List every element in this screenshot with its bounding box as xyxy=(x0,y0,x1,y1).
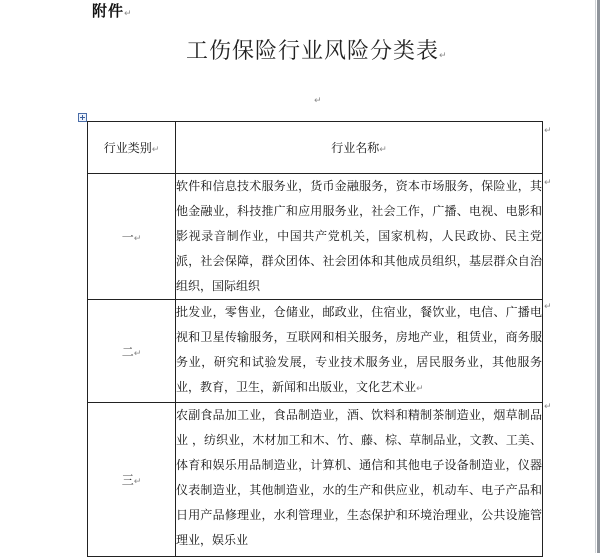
table-header-row xyxy=(88,122,543,174)
paragraph-mark: ↵ xyxy=(124,9,133,19)
row-end-mark: ↵ xyxy=(544,302,552,312)
table-row xyxy=(88,300,543,403)
paragraph-mark: ↵ xyxy=(133,348,142,359)
window-edge xyxy=(595,0,596,553)
paragraph-mark: ↵ xyxy=(439,51,448,61)
row-end-mark: ↵ xyxy=(544,126,552,136)
row-end-mark: ↵ xyxy=(544,178,552,188)
paragraph-mark: ↵ xyxy=(314,96,322,106)
table-row xyxy=(88,403,543,557)
table-row xyxy=(88,174,543,300)
paragraph-mark: ↵ xyxy=(151,145,160,155)
document-title: 工伤保险行业风险分类表↵ xyxy=(186,39,448,64)
industry-cell: 批发业，零售业，仓储业，邮政业，住宿业，餐饮业，电信、广播电视和卫星传输服务，互联网和相关服务，房地产业，租赁业，商务服务业，研究和试验发展，专业技术服务业，居民服务业，其他服务业，教育，卫生，新闻和出版业，文化艺术业↵ xyxy=(176,300,543,403)
header-cell-category: 行业类别↵ xyxy=(88,122,176,174)
category-cell: 二↵ xyxy=(88,300,176,403)
industry-cell: 农副食品加工业，食品制造业，酒、饮料和精制茶制造业，烟草制品业 ，纺织业，木材加工和木、竹、藤、棕、草制品业，文教、工美、体育和娱乐用品制造业，计算机、通信和其他电子设备制造业，仪器仪表制造业，其他制造业，水的生产和供应业，机动车、电子产品和日用产品修理业，水利管理业，生态保护和环境治理业，公共设施管理业，娱乐业 xyxy=(176,403,543,557)
industry-cell: 软件和信息技术服务业，货币金融服务，资本市场服务，保险业，其他金融业，科技推广和应用服务业，社会工作，广播、电视、电影和影视录音制作业，中国共产党机关，国家机构，人民政协、民主党派，社会保障，群众团体、社会团体和其他成员组织，基层群众自治组织，国际组织 xyxy=(176,174,543,300)
row-end-mark: ↵ xyxy=(544,402,552,412)
paragraph-mark: ↵ xyxy=(416,384,424,394)
paragraph-mark: ↵ xyxy=(379,145,387,155)
category-cell: 一↵ xyxy=(88,174,176,300)
header-cell-industry: 行业名称↵ xyxy=(176,122,543,174)
risk-classification-table xyxy=(87,121,543,557)
table-move-handle-icon[interactable] xyxy=(78,113,87,122)
paragraph-mark: ↵ xyxy=(133,234,142,244)
attachment-label: 附件↵ xyxy=(92,2,133,20)
paragraph-mark: ↵ xyxy=(133,477,142,487)
category-cell: 三↵ xyxy=(88,403,176,557)
